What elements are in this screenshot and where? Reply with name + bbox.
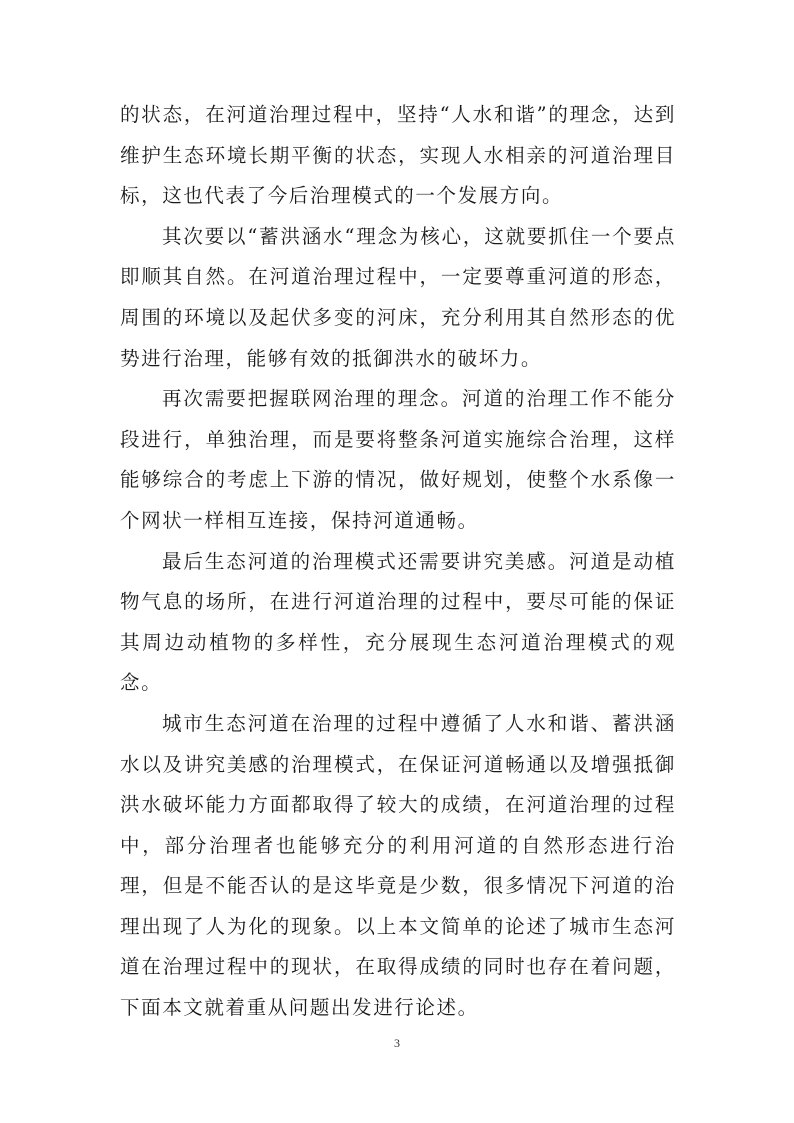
paragraph-network-governance: 再次需要把握联网治理的理念。河道的治理工作不能分段进行，单独治理，而是要将整条河道实施综合治理，这样能够综合的考虑上下游的情况，做好规划，使整个水系像一个网状一样相互连接，保持河道通畅。 — [120, 387, 676, 532]
paragraph-flood-storage: 其次要以“蓄洪涵水“理念为核心，这就要抓住一个要点即顺其自然。在河道治理过程中，一定要尊重河道的形态，周围的环境以及起伏多变的河床，充分利用其自然形态的优势进行治理，能够有效的抵御洪水的破坏力。 — [120, 224, 676, 370]
paragraph-summary: 城市生态河道在治理的过程中遵循了人水和谐、蓄洪涵水以及讲究美感的治理模式，在保证河道畅通以及增强抵御洪水破坏能力方面都取得了较大的成绩，在河道治理的过程中，部分治理者也能够充分的利用河道的自然形态进行治理，但是不能否认的是这毕竟是少数，很多情况下河道的治理出现了人为化的现象。以上本文简单的论述了城市生态河道在治理过程中的现状，在取得成绩的同时也存在着问题，下面本文就着重从问题出发进行论述。 — [120, 711, 676, 1020]
paragraph-continuation: 的状态，在河道治理过程中，坚持“人水和谐”的理念，达到维护生态环境长期平衡的状态，实现人水相亲的河道治理目标，这也代表了今后治理模式的一个发展方向。 — [120, 103, 676, 208]
page-number: 3 — [394, 1036, 400, 1050]
paragraph-aesthetics: 最后生态河道的治理模式还需要讲究美感。河道是动植物气息的场所，在进行河道治理的过程中，要尽可能的保证其周边动植物的多样性，充分展现生态河道治理模式的观念。 — [120, 549, 676, 695]
body-text — [120, 95, 676, 1029]
